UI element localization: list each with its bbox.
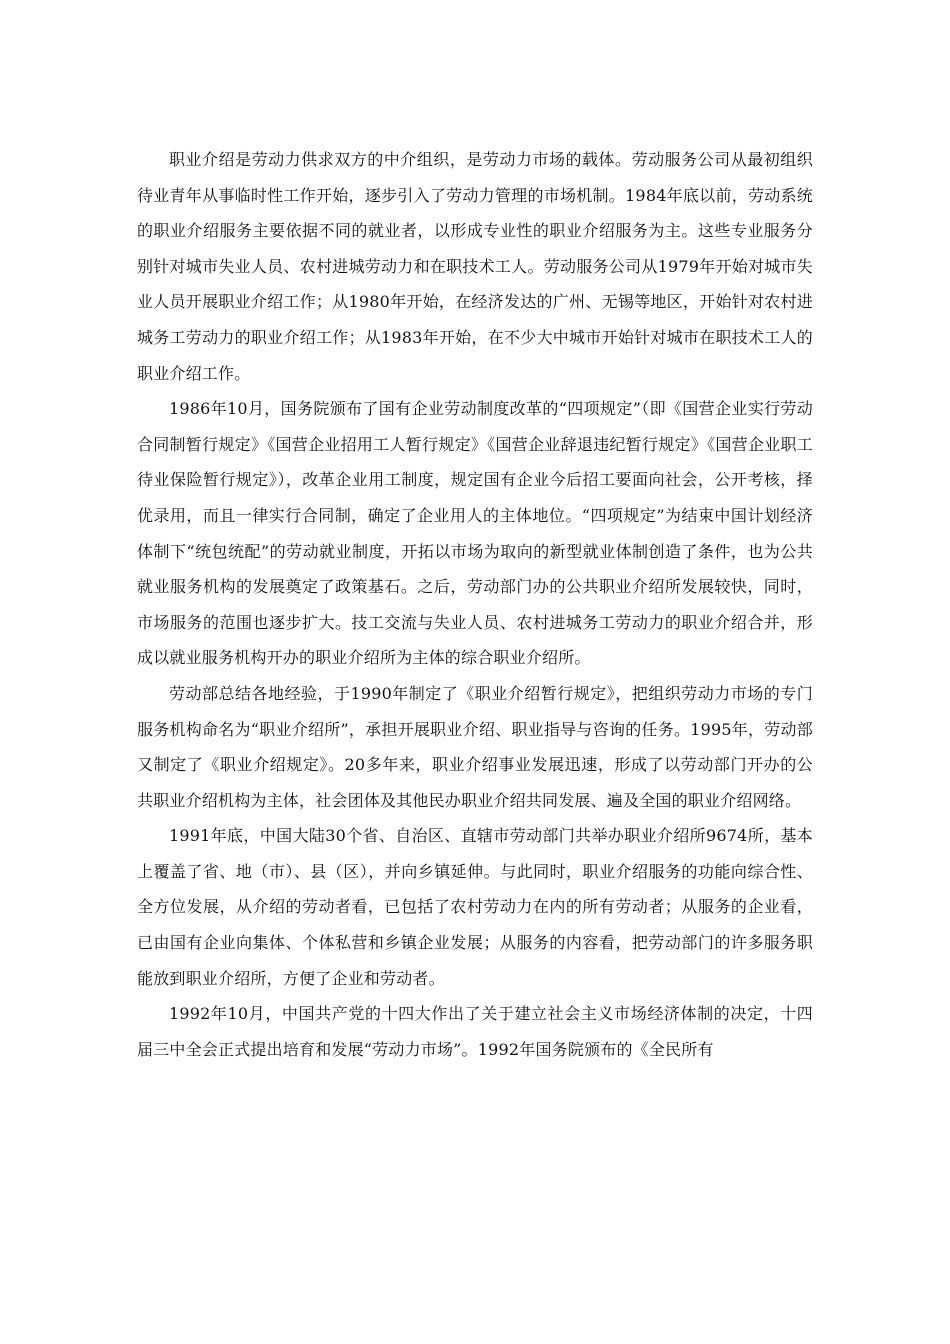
paragraph-job-agency-intro: 职业介绍是劳动力供求双方的中介组织，是劳动力市场的载体。劳动服务公司从最初组织待业青年从事临时性工作开始，逐步引入了劳动力管理的市场机制。1984年底以前，劳动系统的职业介绍服务主要依据不同的就业者，以形成专业性的职业介绍服务为主。这些专业服务分别针对城市失业人员、农村进城劳动力和在职技术工人。劳动服务公司从1979年开始对城市失业人员开展职业介绍工作；从1980年开始，在经济发达的广州、无锡等地区，开始针对农村进城务工劳动力的职业介绍工作；从1983年开始，在不少大中城市开始针对城市在职技术工人的职业介绍工作。 (137, 150, 813, 383)
paragraph-four-regulations: 1986年10月，国务院颁布了国有企业劳动制度改革的“四项规定”（即《国营企业实行劳动合同制暂行规定》《国营企业招用工人暂行规定》《国营企业辞退违纪暂行规定》《国营企业职工待业保险暂行规定》），改革企业用工制度，规定国有企业今后招工要面向社会，公开考核，择优录用，而且一律实行合同制，确定了企业用人的主体地位。“四项规定”为结束中国计划经济体制下“统包统配”的劳动就业制度，开拓以市场为取向的新型就业体制创造了条件，也为公共就业服务机构的发展奠定了政策基石。之后，劳动部门办的公共职业介绍所发展较快，同时，市场服务的范围也逐步扩大。技工交流与失业人员、农村进城务工劳动力的职业介绍合并，形成以就业服务机构开办的职业介绍所为主体的综合职业介绍所。 (137, 399, 813, 668)
paragraph-1990-regulation: 劳动部总结各地经验，于1990年制定了《职业介绍暂行规定》，把组织劳动力市场的专门服务机构命名为“职业介绍所”，承担开展职业介绍、职业指导与咨询的任务。1995年，劳动部又制定了《职业介绍规定》。20多年来，职业介绍事业发展迅速，形成了以劳动部门开办的公共职业介绍机构为主体，社会团体及其他民办职业介绍共同发展、遍及全国的职业介绍网络。 (137, 683, 813, 810)
document-body (137, 142, 813, 1067)
paragraph-1991-statistics: 1991年底，中国大陆30个省、自治区、直辖市劳动部门共举办职业介绍所9674所，基本上覆盖了省、地（市）、县（区），并向乡镇延伸。与此同时，职业介绍服务的功能向综合性、全方位发展，从介绍的劳动者看，已包括了农村劳动力在内的所有劳动者；从服务的企业看，已由国有企业向集体、个体私营和乡镇企业发展；从服务的内容看，把劳动部门的许多服务职能放到职业介绍所，方便了企业和劳动者。 (137, 826, 813, 988)
paragraph-1992-labor-market: 1992年10月，中国共产党的十四大作出了关于建立社会主义市场经济体制的决定，十四届三中全会正式提出培育和发展“劳动力市场”。1992年国务院颁布的《全民所有 (137, 1004, 813, 1059)
